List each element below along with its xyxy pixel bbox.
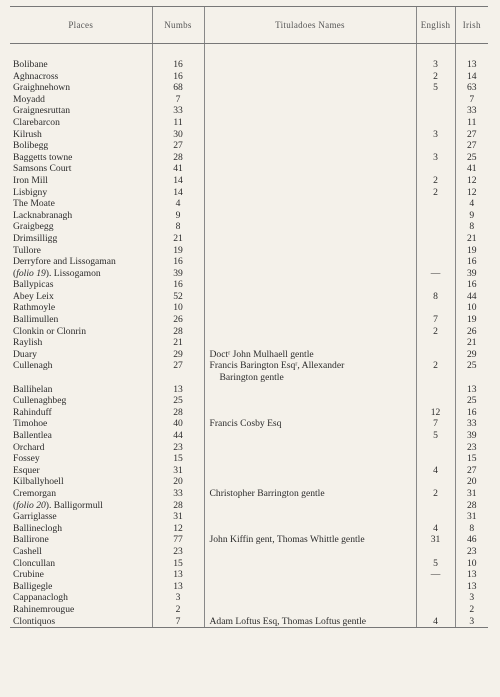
table-row — [10, 604, 488, 616]
cell-tituladoes — [204, 592, 416, 604]
header-row — [10, 7, 488, 44]
cell-english: 5 — [416, 430, 455, 442]
cell-place: Lacknabranagh — [13, 209, 73, 221]
cell-numbs: 14 — [152, 175, 204, 187]
header-places: Places — [10, 7, 152, 44]
cell-numbs: 29 — [152, 349, 204, 361]
table-row — [10, 291, 488, 303]
cell-numbs: 19 — [152, 245, 204, 257]
cell-irish: 33 — [455, 105, 488, 117]
cell-irish: 13 — [455, 569, 488, 581]
cell-english — [416, 546, 455, 558]
table-row — [10, 302, 488, 314]
cell-numbs: 26 — [152, 314, 204, 326]
table-row — [10, 187, 488, 199]
cell-place: Rahinduff — [13, 406, 52, 418]
cell-numbs: 23 — [152, 546, 204, 558]
table-row — [10, 175, 488, 187]
cell-numbs: 14 — [152, 187, 204, 199]
cell-numbs: 52 — [152, 291, 204, 303]
cell-english — [416, 221, 455, 233]
cell-english — [416, 384, 455, 396]
cell-tituladoes — [204, 581, 416, 593]
table-row — [10, 476, 488, 488]
cell-tituladoes — [204, 314, 416, 326]
cell-tituladoes — [204, 175, 416, 187]
cell-irish: 13 — [455, 59, 488, 71]
table-row — [10, 105, 488, 117]
table-body — [10, 44, 488, 628]
cell-english: 2 — [416, 187, 455, 199]
cell-tituladoes — [204, 302, 416, 314]
table-row — [10, 453, 488, 465]
cell-place: Cremorgan — [13, 487, 56, 499]
cell-english — [416, 604, 455, 616]
cell-numbs: 13 — [152, 384, 204, 396]
cell-tituladoes — [204, 59, 416, 71]
cell-tituladoes — [204, 105, 416, 117]
table-row — [10, 210, 488, 222]
cell-irish: 27 — [455, 129, 488, 141]
cell-english — [416, 210, 455, 222]
cell-irish: 13 — [455, 581, 488, 593]
cell-numbs: 28 — [152, 152, 204, 164]
cell-english: 3 — [416, 129, 455, 141]
cell-english — [416, 198, 455, 210]
cell-place: Fossey — [13, 453, 40, 465]
cell-english — [416, 337, 455, 349]
cell-tituladoes — [204, 117, 416, 129]
cell-english — [416, 442, 455, 454]
table-row — [10, 279, 488, 291]
cell-tituladoes — [204, 291, 416, 303]
cell-place: The Moate — [13, 198, 55, 210]
cell-irish: 29 — [455, 349, 488, 361]
header-numbs: Numbs — [152, 7, 204, 44]
cell-irish: 28 — [455, 500, 488, 512]
cell-tituladoes: Francis Barington Esqʳ, Allexander Barington gentle — [204, 360, 416, 383]
cell-numbs: 8 — [152, 221, 204, 233]
cell-tituladoes — [204, 465, 416, 477]
census-table — [10, 6, 488, 628]
cell-place: Cullenaghbeg — [13, 395, 67, 407]
cell-numbs: 68 — [152, 82, 204, 94]
cell-numbs: 33 — [152, 488, 204, 500]
cell-tituladoes — [204, 94, 416, 106]
cell-irish: 41 — [455, 163, 488, 175]
cell-numbs: 28 — [152, 326, 204, 338]
cell-irish: 27 — [455, 140, 488, 152]
cell-numbs: 31 — [152, 465, 204, 477]
cell-numbs: 21 — [152, 233, 204, 245]
table-row — [10, 360, 488, 383]
cell-place: Lisbigny — [13, 186, 48, 198]
cell-english — [416, 140, 455, 152]
table-row — [10, 488, 488, 500]
cell-tituladoes — [204, 163, 416, 175]
table-row — [10, 94, 488, 106]
table-row — [10, 71, 488, 83]
cell-place: Cloncullan — [13, 557, 56, 569]
cell-english — [416, 279, 455, 291]
cell-numbs: 41 — [152, 163, 204, 175]
cell-irish: 31 — [455, 488, 488, 500]
cell-place: Iron Mill — [13, 174, 48, 186]
cell-place: Cappanaclogh — [13, 592, 68, 604]
cell-place: Esquer — [13, 464, 40, 476]
cell-english: 4 — [416, 616, 455, 628]
table-row — [10, 140, 488, 152]
table-row — [10, 326, 488, 338]
cell-english — [416, 476, 455, 488]
cell-tituladoes — [204, 279, 416, 291]
table-row — [10, 268, 488, 280]
cell-english: — — [416, 268, 455, 280]
cell-numbs: 16 — [152, 256, 204, 268]
table-row — [10, 163, 488, 175]
cell-irish: 3 — [455, 592, 488, 604]
cell-numbs: 27 — [152, 140, 204, 152]
cell-english — [416, 581, 455, 593]
cell-tituladoes — [204, 268, 416, 280]
cell-place: Ballimullen — [13, 314, 59, 326]
cell-numbs: 13 — [152, 581, 204, 593]
cell-place: Cullenagh — [13, 360, 53, 372]
cell-tituladoes — [204, 233, 416, 245]
table-row — [10, 198, 488, 210]
cell-tituladoes — [204, 152, 416, 164]
cell-place: Ballineclogh — [13, 522, 63, 534]
table-row — [10, 256, 488, 268]
cell-place: Aghnacross — [13, 70, 59, 82]
cell-english — [416, 233, 455, 245]
cell-irish: 19 — [455, 314, 488, 326]
cell-place: Abey Leix — [13, 290, 54, 302]
cell-irish: 10 — [455, 558, 488, 570]
cell-place: Graigbegg — [13, 221, 54, 233]
cell-irish: 9 — [455, 210, 488, 222]
cell-numbs: 7 — [152, 616, 204, 628]
cell-irish: 63 — [455, 82, 488, 94]
cell-place: Raylish — [13, 337, 43, 349]
cell-numbs: 33 — [152, 105, 204, 117]
header-irish: Irish — [455, 7, 488, 44]
table-row — [10, 152, 488, 164]
spacer-row — [10, 44, 488, 60]
cell-numbs: 4 — [152, 198, 204, 210]
cell-english — [416, 256, 455, 268]
cell-irish: 21 — [455, 233, 488, 245]
cell-tituladoes — [204, 210, 416, 222]
cell-place: Ballihelan — [13, 383, 53, 395]
cell-english — [416, 349, 455, 361]
cell-english: 31 — [416, 534, 455, 546]
cell-irish: 7 — [455, 94, 488, 106]
header-english: English — [416, 7, 455, 44]
cell-tituladoes — [204, 187, 416, 199]
cell-irish: 25 — [455, 360, 488, 383]
cell-irish: 15 — [455, 453, 488, 465]
cell-irish: 12 — [455, 175, 488, 187]
cell-tituladoes — [204, 511, 416, 523]
cell-irish: 31 — [455, 511, 488, 523]
cell-numbs: 27 — [152, 360, 204, 383]
cell-english — [416, 592, 455, 604]
cell-tituladoes: Doctʳ John Mulhaell gentle — [204, 349, 416, 361]
cell-place: (folio 19). Lissogamon — [13, 267, 101, 279]
cell-numbs: 11 — [152, 117, 204, 129]
cell-tituladoes: Christopher Barrington gentle — [204, 488, 416, 500]
cell-english: 3 — [416, 152, 455, 164]
cell-tituladoes — [204, 546, 416, 558]
cell-tituladoes — [204, 198, 416, 210]
cell-place: Ballypicas — [13, 279, 54, 291]
cell-place: Duary — [13, 348, 37, 360]
cell-tituladoes: Adam Loftus Esq, Thomas Loftus gentle — [204, 616, 416, 628]
table-row — [10, 233, 488, 245]
cell-numbs: 77 — [152, 534, 204, 546]
table-row — [10, 384, 488, 396]
cell-irish: 19 — [455, 245, 488, 257]
cell-irish: 2 — [455, 604, 488, 616]
table-row — [10, 558, 488, 570]
cell-numbs: 20 — [152, 476, 204, 488]
table-row — [10, 465, 488, 477]
cell-english — [416, 395, 455, 407]
cell-place: Kilballyhoell — [13, 476, 64, 488]
cell-numbs: 15 — [152, 558, 204, 570]
cell-irish: 8 — [455, 523, 488, 535]
cell-place: Bolibane — [13, 59, 48, 70]
cell-irish: 16 — [455, 407, 488, 419]
cell-english: 2 — [416, 360, 455, 383]
cell-tituladoes — [204, 442, 416, 454]
cell-english — [416, 453, 455, 465]
cell-irish: 16 — [455, 256, 488, 268]
cell-numbs: 16 — [152, 71, 204, 83]
cell-numbs: 2 — [152, 604, 204, 616]
cell-tituladoes — [204, 337, 416, 349]
table-row — [10, 395, 488, 407]
cell-irish: 14 — [455, 71, 488, 83]
cell-irish: 33 — [455, 418, 488, 430]
cell-irish: 25 — [455, 152, 488, 164]
cell-numbs: 7 — [152, 94, 204, 106]
cell-irish: 3 — [455, 616, 488, 628]
cell-tituladoes — [204, 453, 416, 465]
cell-english: 3 — [416, 59, 455, 71]
cell-numbs: 28 — [152, 407, 204, 419]
cell-place: Kilrush — [13, 128, 42, 140]
cell-place: Crubine — [13, 569, 44, 581]
table-row — [10, 221, 488, 233]
cell-tituladoes — [204, 221, 416, 233]
cell-tituladoes — [204, 523, 416, 535]
table-row — [10, 82, 488, 94]
cell-place: Graighnehown — [13, 82, 71, 94]
cell-place: Ballirone — [13, 534, 49, 546]
cell-tituladoes — [204, 604, 416, 616]
cell-irish: 25 — [455, 395, 488, 407]
cell-tituladoes — [204, 245, 416, 257]
cell-tituladoes — [204, 326, 416, 338]
cell-irish: 10 — [455, 302, 488, 314]
cell-numbs: 13 — [152, 569, 204, 581]
cell-numbs: 39 — [152, 268, 204, 280]
cell-irish: 13 — [455, 384, 488, 396]
cell-irish: 4 — [455, 198, 488, 210]
cell-place: Balligegle — [13, 580, 53, 592]
cell-place: Rathmoyle — [13, 302, 56, 314]
cell-place: Baggetts towne — [13, 151, 73, 163]
cell-place: Bolibegg — [13, 140, 49, 152]
cell-numbs: 31 — [152, 511, 204, 523]
header-tituladoes: Tituladoes Names — [204, 7, 416, 44]
cell-english: 2 — [416, 71, 455, 83]
cell-tituladoes — [204, 558, 416, 570]
cell-english — [416, 105, 455, 117]
cell-english: — — [416, 569, 455, 581]
cell-tituladoes — [204, 407, 416, 419]
cell-tituladoes: John Kiffin gent, Thomas Whittle gentle — [204, 534, 416, 546]
cell-irish: 23 — [455, 442, 488, 454]
cell-tituladoes — [204, 384, 416, 396]
table-row — [10, 592, 488, 604]
table-row — [10, 117, 488, 129]
cell-tituladoes — [204, 395, 416, 407]
cell-english: 8 — [416, 291, 455, 303]
cell-place: Orchard — [13, 441, 45, 453]
cell-place: Drimsilligg — [13, 232, 58, 244]
cell-numbs: 25 — [152, 395, 204, 407]
cell-tituladoes — [204, 71, 416, 83]
cell-irish: 23 — [455, 546, 488, 558]
cell-tituladoes — [204, 256, 416, 268]
table-row — [10, 569, 488, 581]
cell-tituladoes — [204, 569, 416, 581]
cell-tituladoes — [204, 500, 416, 512]
cell-tituladoes — [204, 430, 416, 442]
cell-place: Ballentlea — [13, 430, 52, 441]
cell-place: Rahinemrougue — [13, 603, 75, 615]
cell-irish: 8 — [455, 221, 488, 233]
cell-numbs: 10 — [152, 302, 204, 314]
cell-numbs: 21 — [152, 337, 204, 349]
cell-tituladoes — [204, 140, 416, 152]
cell-english — [416, 245, 455, 257]
cell-english: 2 — [416, 326, 455, 338]
cell-english: 2 — [416, 175, 455, 187]
table-row — [10, 314, 488, 326]
cell-irish: 21 — [455, 337, 488, 349]
cell-irish: 46 — [455, 534, 488, 546]
cell-place: Tullore — [13, 244, 41, 256]
cell-numbs: 9 — [152, 210, 204, 222]
table-row — [10, 349, 488, 361]
cell-english: 5 — [416, 82, 455, 94]
cell-english: 5 — [416, 558, 455, 570]
cell-english — [416, 302, 455, 314]
cell-irish: 11 — [455, 117, 488, 129]
cell-english — [416, 500, 455, 512]
cell-numbs: 3 — [152, 592, 204, 604]
cell-irish: 27 — [455, 465, 488, 477]
cell-place: Clarebarcon — [13, 116, 60, 128]
cell-place: Timohoe — [13, 418, 48, 430]
cell-place: (folio 20). Balligormull — [13, 499, 103, 511]
cell-tituladoes — [204, 476, 416, 488]
cell-place: Moyadd — [13, 93, 45, 105]
cell-numbs: 44 — [152, 430, 204, 442]
cell-irish: 12 — [455, 187, 488, 199]
cell-numbs: 16 — [152, 59, 204, 71]
table-row — [10, 430, 488, 442]
cell-place: Garriglasse — [13, 511, 57, 523]
cell-numbs: 12 — [152, 523, 204, 535]
table-row — [10, 337, 488, 349]
cell-numbs: 15 — [152, 453, 204, 465]
cell-place: Graignesruttan — [13, 105, 71, 117]
table-row — [10, 523, 488, 535]
cell-numbs: 23 — [152, 442, 204, 454]
cell-english: 7 — [416, 314, 455, 326]
cell-numbs: 40 — [152, 418, 204, 430]
cell-english — [416, 117, 455, 129]
cell-irish: 20 — [455, 476, 488, 488]
cell-numbs: 16 — [152, 279, 204, 291]
cell-tituladoes — [204, 82, 416, 94]
cell-english: 2 — [416, 488, 455, 500]
cell-irish: 39 — [455, 430, 488, 442]
table-row — [10, 581, 488, 593]
cell-english: 7 — [416, 418, 455, 430]
cell-english: 4 — [416, 523, 455, 535]
cell-irish: 39 — [455, 268, 488, 280]
table-row — [10, 129, 488, 141]
cell-english — [416, 94, 455, 106]
cell-numbs: 30 — [152, 129, 204, 141]
cell-english — [416, 163, 455, 175]
table-row — [10, 245, 488, 257]
table-row — [10, 534, 488, 546]
cell-english: 12 — [416, 407, 455, 419]
table-row — [10, 500, 488, 512]
cell-irish: 16 — [455, 279, 488, 291]
table-row — [10, 418, 488, 430]
table-row — [10, 511, 488, 523]
cell-place: Clontiquos — [10, 616, 152, 628]
cell-english — [416, 511, 455, 523]
cell-place: Clonkin or Clonrin — [13, 325, 87, 337]
table-row — [10, 442, 488, 454]
table-row — [10, 616, 488, 628]
cell-tituladoes — [204, 129, 416, 141]
table-row — [10, 546, 488, 558]
cell-place: Samsons Court — [13, 163, 72, 175]
cell-place: Cashell — [13, 545, 42, 557]
cell-irish: 44 — [455, 291, 488, 303]
cell-tituladoes: Francis Cosby Esq — [204, 418, 416, 430]
cell-english: 4 — [416, 465, 455, 477]
cell-place: Derryfore and Lissogaman — [13, 256, 116, 268]
cell-numbs: 28 — [152, 500, 204, 512]
cell-irish: 26 — [455, 326, 488, 338]
table-row — [10, 407, 488, 419]
table-row — [10, 59, 488, 71]
